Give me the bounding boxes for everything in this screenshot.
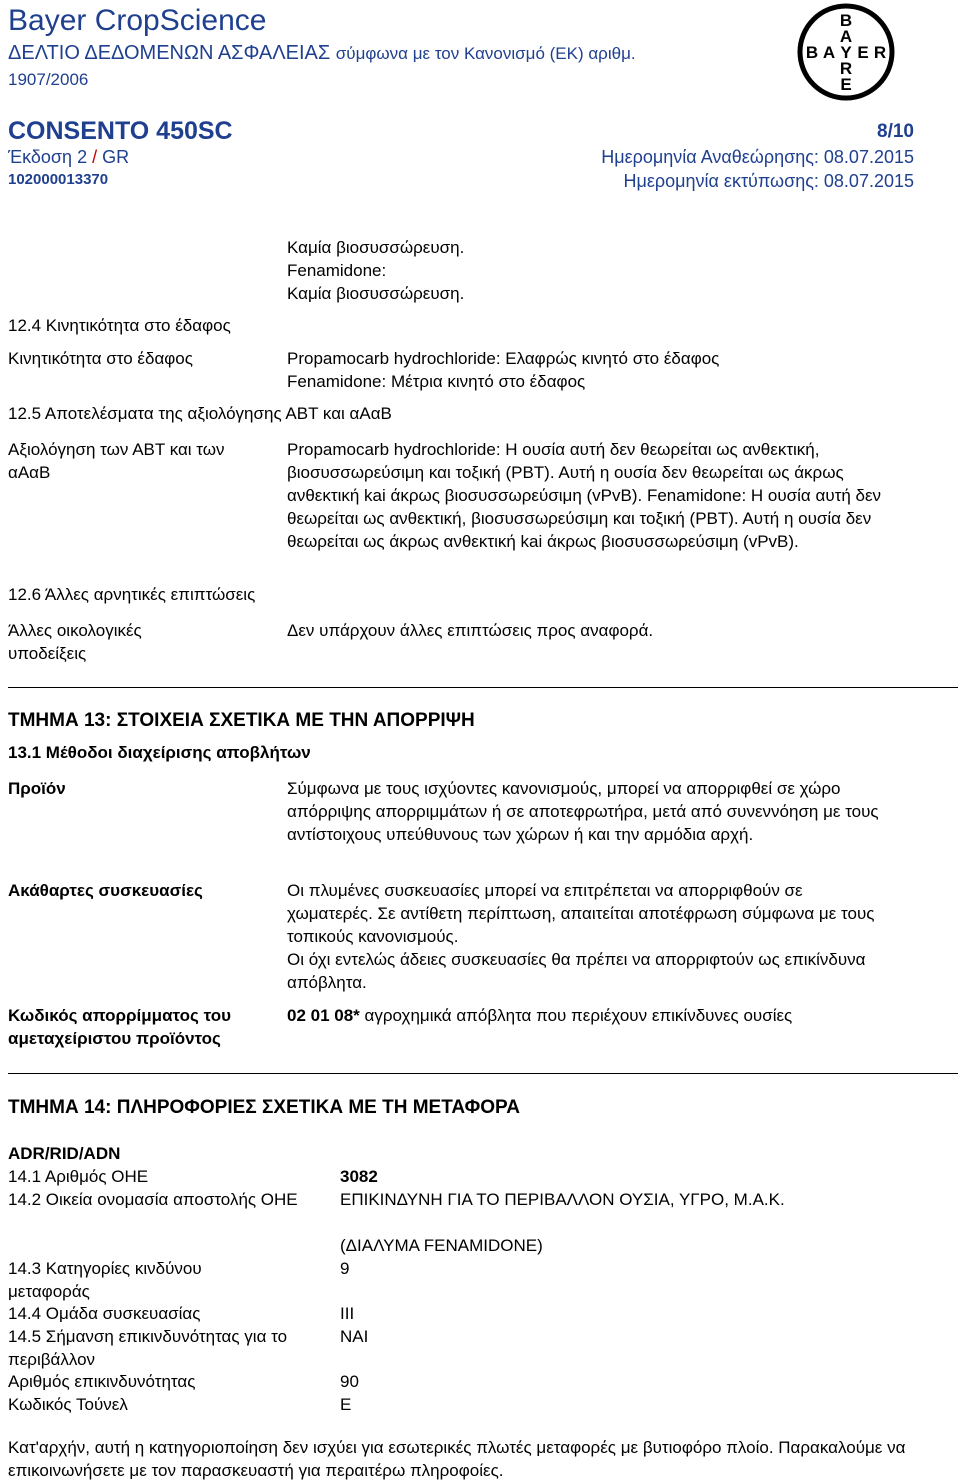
- product-disposal-value: Σύμφωνα με τους ισχύοντες κανονισμούς, μπορεί να απορριφθεί σε χώρο απόρριψης απορριμμάτων ή σε αποτεφρωτήρα, μετά από συνεννόηση με τους αντίστοιχους υπεύθυνους των χώρων ή και την αρμόδια αρχή.: [287, 779, 879, 844]
- text-line: (ΔΙΑΛΥΜΑ FENAMIDONE): [340, 1236, 543, 1255]
- regulation-number: 1907/2006: [8, 70, 89, 89]
- text-line: Καμία βιοσυσσώρευση.: [287, 284, 465, 303]
- text-line: ΕΠΙΚΙΝΔΥΝΗ ΓΙΑ ΤΟ ΠΕΡΙΒΑΛΛΟΝ ΟΥΣΙΑ, ΥΓΡΟ, Μ.Α.Κ.: [340, 1190, 785, 1209]
- section-divider: [8, 1073, 958, 1074]
- subsection-12-6-title: 12.6 Άλλες αρνητικές επιπτώσεις: [8, 585, 256, 604]
- soil-mobility-value: [287, 347, 907, 393]
- version-language: GR: [102, 147, 130, 167]
- transport-row-label: 14.4 Ομάδα συσκευασίας: [8, 1304, 201, 1323]
- subsection-12-4-title: 12.4 Κινητικότητα στο έδαφος: [8, 316, 231, 335]
- logo-letter: R: [839, 59, 853, 78]
- packaging-disposal-label: Ακάθαρτες συσκευασίες: [8, 881, 203, 900]
- bioaccumulation-continued: [287, 236, 907, 305]
- text-line: Propamocarb hydrochloride: Ελαφρώς κινητό στο έδαφος: [287, 349, 720, 368]
- transport-row-value: ΝΑΙ: [340, 1327, 369, 1346]
- company-name: Bayer CropScience: [8, 4, 267, 37]
- waste-code: 02 01 08*: [287, 1006, 360, 1025]
- other-effects-value: Δεν υπάρχουν άλλες επιπτώσεις προς αναφορά.: [287, 621, 654, 640]
- waste-code-description: αγροχημικά απόβλητα που περιέχουν επικίνδυνες ουσίες: [364, 1006, 793, 1025]
- pbt-assessment-value: Propamocarb hydrochloride: Η ουσία αυτή δεν θεωρείται ως ανθεκτική, βιοσυσσωρεύσιμη και τοξική (PBT). Αυτή η ουσία δεν θεωρείται ως άκρως ανθεκτική kai άκρως βιοσυσσωρεύσιμη (vPvB). Fenamidone: Η ουσία αυτή δεν θεωρείται ως ανθεκτική, βιοσυσσωρεύσιμη και τοξική (PBT). Αυτή η ουσία δεν θεωρείται ως άκρως ανθεκτική kai άκρως βιοσυσσωρεύσιμη (vPvB).: [287, 440, 882, 551]
- document-title-suffix: σύμφωνα με τον Κανονισμό (ΕΚ) αριθμ.: [335, 44, 636, 63]
- product-disposal-label: Προϊόν: [8, 779, 66, 798]
- transport-row-value: III: [340, 1304, 355, 1323]
- revision-date: Ημερομηνία Αναθεώρησης: 08.07.2015: [601, 147, 914, 167]
- section-14-title: ΤΜΗΜΑ 14: ΠΛΗΡΟΦΟΡΙΕΣ ΣΧΕΤΙΚΑ ΜΕ ΤΗ ΜΕΤΑΦΟΡΑ: [8, 1097, 520, 1118]
- section-divider: [8, 687, 958, 688]
- logo-letter: E: [840, 75, 852, 94]
- packaging-disposal-value: [287, 879, 887, 994]
- transport-row-label: 14.5 Σήμανση επικινδυνότητας για το περιβάλλον: [8, 1327, 288, 1369]
- transport-row-value: 90: [340, 1372, 359, 1391]
- soil-mobility-label: Κινητικότητα στο έδαφος: [8, 349, 193, 368]
- logo-letter: A: [839, 27, 853, 46]
- document-title-main: ΔΕΛΤΙΟ ΔΕΔΟΜΕΝΩΝ ΑΣΦΑΛΕΙΑΣ: [8, 42, 331, 64]
- text-paragraph: Οι πλυμένες συσκευασίες μπορεί να επιτρέπεται να απορριφθούν σε χωματερές. Σε αντίθετη περίπτωση, απαιτείται αποτέφρωση σύμφωνα με τους τοπικούς κανονισμούς.: [287, 881, 875, 946]
- transport-row-label: 14.2 Οικεία ονομασία αποστολής ΟΗΕ: [8, 1190, 298, 1209]
- logo-letter: E: [857, 43, 869, 62]
- logo-letter: B: [839, 11, 853, 30]
- transport-row-label: Αριθμός επικινδυνότητας: [8, 1372, 196, 1391]
- transport-row-value: 3082: [340, 1167, 378, 1186]
- document-title: [8, 40, 636, 67]
- version-info: [8, 146, 129, 169]
- version-separator: /: [92, 147, 98, 167]
- bayer-cross-logo-icon: [796, 2, 896, 102]
- text-line: Fenamidone: Μέτρια κινητό στο έδαφος: [287, 372, 586, 391]
- waste-code-value: [287, 1004, 907, 1027]
- text-line: Fenamidone:: [287, 261, 387, 280]
- adr-heading: ADR/RID/ADN: [8, 1144, 121, 1163]
- text-line: Καμία βιοσυσσώρευση.: [287, 238, 465, 257]
- version-number: 2: [77, 147, 88, 167]
- subsection-12-5-title: 12.5 Αποτελέσματα της αξιολόγησης ΑΒΤ και αΑαΒ: [8, 404, 392, 423]
- other-effects-label: Άλλες οικολογικές υποδείξεις: [8, 621, 142, 663]
- transport-footer-note: Κατ'αρχήν, αυτή η κατηγοριοποίηση δεν ισχύει για εσωτερικές πλωτές μεταφορές με βυτιοφόρο πλοίο. Παρακαλούμε να επικοινωνήσετε με τον παρασκευαστή για περαιτέρω πληροφοίες.: [8, 1438, 906, 1480]
- transport-row-label: 14.1 Αριθμός ΟΗΕ: [8, 1167, 149, 1186]
- logo-letter: Y: [840, 43, 852, 62]
- transport-row-label: Κωδικός Τούνελ: [8, 1395, 128, 1414]
- text-paragraph: Οι όχι εντελώς άδειες συσκευασίες θα πρέπει να απορριφτούν ως επικίνδυνα απόβλητα.: [287, 950, 866, 992]
- pbt-assessment-label: Αξιολόγηση των ΑΒΤ και των αΑαΒ: [8, 440, 225, 482]
- transport-row-value: E: [340, 1395, 352, 1414]
- waste-code-label: Κωδικός απορρίμματος του αμεταχείριστου προϊόντος: [8, 1006, 231, 1048]
- logo-letter: A: [822, 43, 836, 62]
- transport-row-value: 9: [340, 1259, 350, 1278]
- logo-letter: R: [873, 43, 887, 62]
- transport-row-value: [340, 1188, 940, 1257]
- print-date: Ημερομηνία εκτύπωσης: 08.07.2015: [623, 171, 914, 191]
- version-label: Έκδοση: [8, 147, 73, 167]
- page-number: 8/10: [877, 121, 914, 142]
- material-number: 102000013370: [8, 171, 109, 188]
- section-13-title: ΤΜΗΜΑ 13: ΣΤΟΙΧΕΙΑ ΣΧΕΤΙΚΑ ΜΕ ΤΗΝ ΑΠΟΡΡΙΨΗ: [8, 710, 475, 731]
- product-name: CONSENTO 450SC: [8, 117, 233, 145]
- transport-row-label: 14.3 Κατηγορίες κινδύνου μεταφοράς: [8, 1259, 202, 1301]
- logo-letter: B: [805, 43, 819, 62]
- subsection-13-1-title: 13.1 Μέθοδοι διαχείρισης αποβλήτων: [8, 743, 311, 762]
